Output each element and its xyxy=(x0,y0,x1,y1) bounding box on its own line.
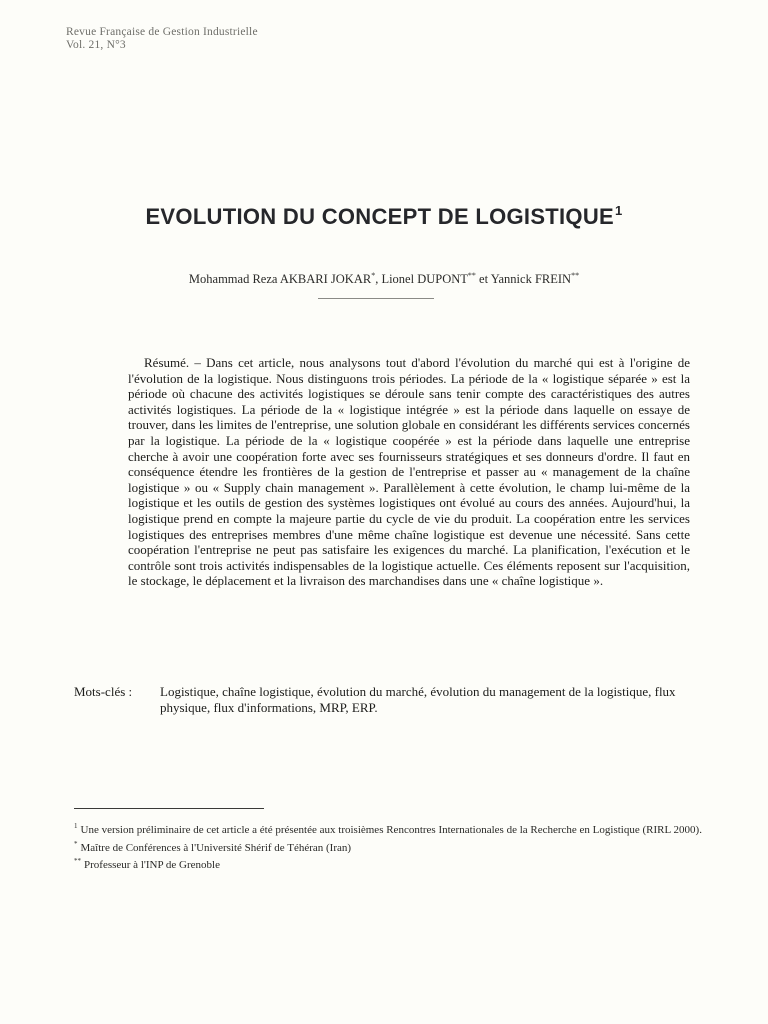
article-title-text: EVOLUTION DU CONCEPT DE LOGISTIQUE xyxy=(145,204,615,229)
footnote-mark: 1 xyxy=(74,822,78,830)
footnote-text: Maître de Conférences à l'Université Shérif de Téhéran (Iran) xyxy=(80,841,352,854)
journal-volume: Vol. 21, N°3 xyxy=(66,39,126,51)
footnote-rule xyxy=(74,808,264,809)
title-footnote-mark: 1 xyxy=(615,203,623,218)
abstract-paragraph: Résumé. – Dans cet article, nous analysons tout d'abord l'évolution du marché qui est à l'origine de l'évolution de la logistique. Nous distinguons trois périodes. La période de la « logistique séparée » est la période où chacune des activités logistiques se déroule sans tenir compte des caractéristiques des autres activités logistiques. La période de la « logistique intégrée » est la période dans laquelle on essaye de trouver, dans les limites de l'entreprise, une solution globale en considérant les différents services concernés par la logistique. La période de la « logistique coopérée » est la période dans laquelle une entreprise cherche à avoir une coopération forte avec ses fournisseurs stratégiques et ses donneurs d'ordre. Il faut en conséquence étendre les frontières de la gestion de l'entreprise et passer au « management de la chaîne logistique » ou « Supply chain management ». Parallèlement à cette évolution, le champ lui-même de la logistique et les outils de gestion des systèmes logistiques ont évolué au cours des années. Aujourd'hui, la logistique prend en compte la majeure partie du cycle de vie du produit. La coopération entre les services logistiques des entreprises membres d'une même chaîne logistique est devenue une nécessité. Sans cette coopération l'entreprise ne peut pas satisfaire les exigences du marché. La planification, l'exécution et le contrôle sont trois activités indispensables de la logistique actuelle. Ces éléments reposent sur l'acquisition, le stockage, le déplacement et la livraison des marchandises dans une « chaîne logistique ». xyxy=(128,355,690,589)
author-name: Lionel DUPONT xyxy=(381,272,468,286)
author-mark: ** xyxy=(467,271,476,280)
author-name: Mohammad Reza AKBARI JOKAR xyxy=(188,272,372,286)
keywords-text: Logistique, chaîne logistique, évolution du marché, évolution du management de la logistique, flux physique, flux d'informations, MRP, ERP. xyxy=(160,684,676,715)
journal-name: Revue Française de Gestion Industrielle xyxy=(66,26,258,38)
footnote-mark: * xyxy=(74,839,78,848)
footnote xyxy=(74,820,706,838)
footnote xyxy=(74,838,706,856)
keywords-label: Mots-clés : xyxy=(74,684,133,699)
author-name: Yannick FREIN xyxy=(490,272,572,286)
footnote xyxy=(74,855,706,873)
journal-header xyxy=(66,26,258,52)
author-separator: et xyxy=(475,272,491,286)
author-mark: ** xyxy=(571,271,580,280)
footnote-mark: ** xyxy=(74,857,81,865)
footnotes xyxy=(74,820,706,873)
footnote-text: Professeur à l'INP de Grenoble xyxy=(84,859,220,871)
author-line xyxy=(0,271,768,287)
footnote-text: Une version préliminaire de cet article a été présentée aux troisièmes Rencontres Internationales de la Recherche en Logistique (RIRL 2000). xyxy=(80,824,702,836)
article-title xyxy=(0,203,768,230)
author-separator: , xyxy=(375,272,382,286)
title-divider xyxy=(318,298,434,299)
author-mark: * xyxy=(371,271,376,280)
